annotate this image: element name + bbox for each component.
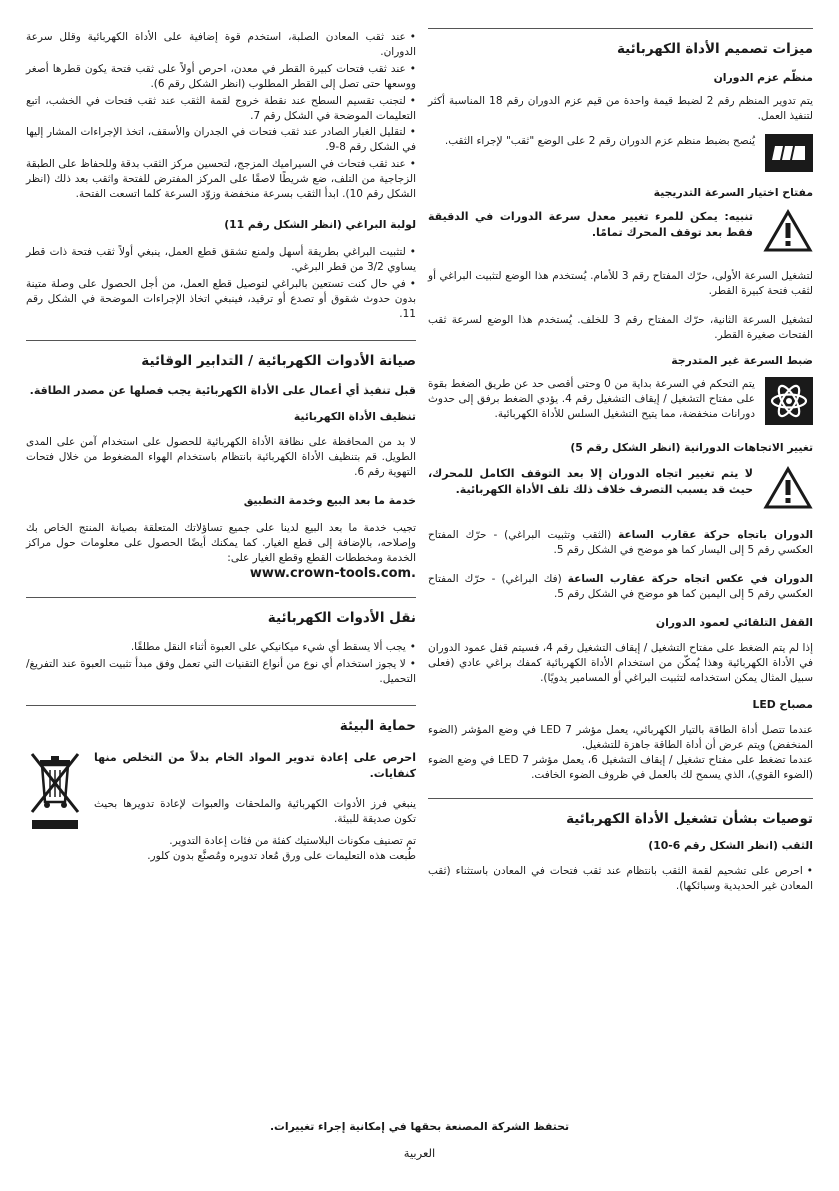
gear-second-text: لتشغيل السرعة الثانية، حرّك المفتاح رقم 3 للخلف. يُستخدم هذا الوضع لسرعة ثقب الفتحات صغيرة القطر. bbox=[428, 313, 813, 341]
counterclockwise-label: الدوران في عكس اتجاه حركة عقارب الساعة bbox=[567, 573, 813, 586]
drilling-heading: الثقب (انظر الشكل رقم 6-10) bbox=[648, 839, 813, 853]
clockwise-label: الدوران باتجاه حركة عقارب الساعة bbox=[618, 529, 813, 542]
atom-speed-icon bbox=[765, 377, 813, 429]
features-title: ميزات تصميم الأداة الكهربائية bbox=[616, 41, 813, 57]
gear-first-text: لتشغيل السرعة الأولى، حرّك المفتاح رقم 3 للأمام. يُستخدم هذا الوضع لتثبيت البراغي أو لثقب فتحة كبيرة القطر. bbox=[428, 269, 813, 297]
environment-text-block bbox=[94, 750, 416, 828]
environment-text-3: طُبعت هذه التعليمات على ورق مُعاد تدويره ومُصنَّع بدون كلور. bbox=[147, 849, 416, 862]
warning-triangle-icon bbox=[763, 466, 813, 514]
gear-warning-row bbox=[428, 209, 813, 257]
list-item: •عند ثقب فتحات في السيراميك المزجج، لتحسين مركز الثقب بدقة وللحفاظ على الطبقة الزجاجية من التلف، ضع شريطًا لاصقًا على المركز المفترض للفتحة واثقب بعد ذلك (انظر الشكل رقم 10). ابدأ الثقب بسرعة منخفضة وزوّد السرعة كلما اتسعت الفتحة. bbox=[26, 158, 416, 201]
torque-text: يتم تدوير المنظم رقم 2 لضبط قيمة واحدة من قيم عزم الدوران رقم 18 المناسبة أكثر لتنفيذ العمل. bbox=[428, 95, 813, 122]
variable-speed-heading: ضبط السرعة غير المتدرجة bbox=[671, 354, 813, 368]
torque-heading: منظّم عزم الدوران bbox=[713, 71, 813, 84]
reverse-warning: لا يتم تغيير اتجاه الدوران إلا بعد التوقف الكامل للمحرك، حيث قد يسبب التصرف خلاف ذلك تلف الأداة الكهربائية. bbox=[428, 467, 753, 497]
list-item: •لتقليل الغبار الصادر عند ثقب فتحات في الجدران والأسقف، اتخذ الإجراءات المشار إليها في الشكل رقم 8-9. bbox=[26, 126, 416, 154]
drilling-bullet-text: احرص على تشحيم لقمة الثقب بانتظام عند ثقب فتحات في المعادن باستثناء (ثقب المعادن غير الحديدية وسبائكها). bbox=[428, 865, 813, 893]
list-item-text: لتثبيت البراغي بطريقة أسهل ولمنع تشقق قطع العمل، ينبغي أولاً ثقب فتحة ذات قطر يساوي 3/2 من قطر البرغي. bbox=[26, 245, 416, 273]
list-item-text: لا يجوز استخدام أي نوع من أنواع التقنيات التي تعمل وفق مبدأ تثبيت العبوة عند التفريغ/التحميل. bbox=[26, 657, 416, 685]
service-url-link[interactable]: www.crown-tools.com. bbox=[249, 565, 416, 581]
environment-row bbox=[26, 750, 416, 834]
list-item-text: لتجنب تقسيم السطح عند نقطة خروج لقمة الثقب عند ثقب فتحات في الخشب، اتبع التعليمات الموضحة في الشكل رقم 7. bbox=[26, 94, 416, 122]
environment-text-1: ينبغي فرز الأدوات الكهربائية والملحقات والعبوات لإعادة تدويرها بحيث تكون صديقة للبيئة. bbox=[94, 798, 416, 826]
screwing-heading: لولبة البراغي (انظر الشكل رقم 11) bbox=[224, 217, 416, 231]
spindle-lock-text: إذا لم يتم الضغط على مفتاح التشغيل / إيقاف التشغيل رقم 4، فسيتم قفل عمود الدوران في الأداة الكهربائية وهذا يُمكّن من استخدام الأداة الكهربائية كمفك براغي عادي (فعلى سبيل المثال يمكن استخدامه لتثبيت البراغي أو المسامير يدويًا). bbox=[428, 642, 813, 684]
variable-speed-text: يتم التحكم في السرعة بداية من 0 وحتى أقصى حد عن طريق الضغط بقوة على مفتاح التشغيل / إيقاف التشغيل رقم 4. يؤدي الضغط برفق إلى حدوث دورانات منخفضة، مما يتيح التشغيل السلس للأداة الكهربائية. bbox=[428, 378, 755, 421]
maintenance-warning: قبل تنفيذ أي أعمال على الأداة الكهربائية يجب فصلها عن مصدر الطاقة. bbox=[29, 383, 416, 397]
list-item-text: في حال كنت تستعين بالبراغي لتوصيل قطع العمل، من أجل الحصول على وصلة متينة بدون حدوث شقوق أو تصدع أو ترقيد، فينبغي اتخاذ الإجراءات الموضحة في الشكل رقم 11. bbox=[26, 277, 416, 320]
list-item-text: يجب ألا يسقط أي شيء ميكانيكي على العبوة أثناء النقل مطلقًا. bbox=[130, 640, 406, 653]
gear-warning: تنبيه: يمكن للمرء تغيير معدل سرعة الدورات في الدقيقة فقط بعد توقف المحرك تمامًا. bbox=[428, 209, 753, 239]
reverse-warning-row bbox=[428, 466, 813, 514]
list-item-text: عند ثقب فتحات كبيرة القطر في معدن، احرص أولاً على ثقب فتحة يكون قطرها أصغر ووسعها حتى تصل إلى القطر المطلوب (انظر الشكل رقم 6). bbox=[26, 62, 416, 90]
list-item: •لتثبيت البراغي بطريقة أسهل ولمنع تشقق قطع العمل، ينبغي أولاً ثقب فتحة ذات قطر يساوي 3/2 من قطر البرغي. bbox=[26, 245, 416, 273]
clockwise-desc: (الثقب وتثبيت البراغي) - حرّك المفتاح العكسي رقم 5 إلى اليسار كما هو موضح في الشكل رقم 5. bbox=[428, 529, 813, 557]
reverse-heading: تغيير الاتجاهات الدورانية (انظر الشكل رقم 5) bbox=[570, 441, 813, 455]
list-item: •في حال كنت تستعين بالبراغي لتوصيل قطع العمل، من أجل الحصول على وصلة متينة بدون حدوث شقوق أو تصدع أو ترقيد، فينبغي اتخاذ الإجراءات الموضحة في الشكل رقم 11. bbox=[26, 277, 416, 320]
environment-title: حماية البيئة bbox=[339, 717, 416, 734]
transport-title: نقل الأدوات الكهربائية bbox=[267, 609, 416, 626]
counterclockwise-text bbox=[428, 572, 813, 602]
language-label: العربية bbox=[403, 1146, 436, 1160]
cleaning-text: لا بد من المحافظة على نظافة الأداة الكهربائية للحصول على استخدام آمن على المدى الطويل. قم بتنظيف الأداة الكهربائية بانتظام باستخدام الهواء المضغوط من خلال فتحات التهوية رقم 6. bbox=[26, 436, 416, 479]
counterclockwise-desc: (فك البراغي) - حرّك المفتاح العكسي رقم 5 إلى اليمين كما هو موضح في الشكل رقم 5. bbox=[428, 573, 813, 601]
list-item: •عند ثقب فتحات كبيرة القطر في معدن، احرص أولاً على ثقب فتحة يكون قطرها أصغر ووسعها حتى تصل إلى القطر المطلوب (انظر الشكل رقم 6). bbox=[26, 62, 416, 90]
list-item: •لتجنب تقسيم السطح عند نقطة خروج لقمة الثقب عند ثقب فتحات في الخشب، اتبع التعليمات الموضحة في الشكل رقم 7. bbox=[26, 94, 416, 122]
right-column bbox=[428, 28, 813, 896]
environment-text-2: تم تصنيف مكونات البلاستيك كفئة من فئات إعادة التدوير. bbox=[169, 834, 416, 847]
spindle-lock-heading: القفل التلقائي لعمود الدوران bbox=[655, 616, 813, 630]
list-item: •عند ثقب المعادن الصلبة، استخدم قوة إضافية على الأداة الكهربائية وقلل سرعة الدوران. bbox=[26, 31, 416, 58]
led-text-1: عندما تتصل أداة الطاقة بالتيار الكهربائي، يعمل مؤشر LED 7 في وضع المؤشر (الضوء المنخفض) ويتم عرض أن أداة الطاقة جاهزة للتشغيل. bbox=[428, 723, 813, 751]
warning-triangle-icon bbox=[763, 209, 813, 257]
crossed-bin-icon bbox=[26, 750, 84, 834]
variable-speed-row bbox=[428, 377, 813, 429]
service-heading: خدمة ما بعد البيع وخدمة التطبيق bbox=[243, 494, 416, 508]
cleaning-heading: تنظيف الأداة الكهربائية bbox=[293, 410, 416, 424]
drilling-bullet: •احرص على تشحيم لقمة الثقب بانتظام عند ثقب فتحات في المعادن باستثناء (ثقب المعادن غير الحديدية وسبائكها). bbox=[428, 865, 813, 893]
list-item: •لا يجوز استخدام أي نوع من أنواع التقنيات التي تعمل وفق مبدأ تثبيت العبوة عند التفريغ/التحميل. bbox=[26, 657, 416, 685]
list-item: •يجب ألا يسقط أي شيء ميكانيكي على العبوة أثناء النقل مطلقًا. bbox=[130, 640, 416, 653]
led-text-2: عندما تضغط على مفتاح تشغيل / إيقاف التشغيل 6، يعمل مؤشر LED 7 في وضع الضوء (الضوء القوي)، الذي يسمح لك بالعمل في ظروف الضوء الخافت. bbox=[428, 753, 813, 781]
list-item-text: عند ثقب فتحات في السيراميك المزجج، لتحسين مركز الثقب بدقة وللحفاظ على الطبقة الزجاجية من التلف، ضع شريطًا لاصقًا على المركز المفترض للفتحة واثقب بعد ذلك (انظر الشكل رقم 10). ابدأ الثقب بسرعة منخفضة وزوّد السرعة كلما اتسعت الفتحة. bbox=[26, 158, 416, 201]
maintenance-title: صيانة الأدوات الكهربائية / التدابير الوقائية bbox=[141, 352, 416, 369]
clockwise-text bbox=[428, 528, 813, 558]
led-heading: مصباح LED bbox=[752, 697, 813, 711]
drill-mode-icon bbox=[765, 134, 813, 176]
recommendations-title: توصيات بشأن تشغيل الأداة الكهربائية bbox=[566, 811, 813, 828]
rights-note: تحتفظ الشركة المصنعة بحقها في إمكانية إجراء تغييرات. bbox=[269, 1120, 570, 1133]
gear-heading: مفتاح اختيار السرعة التدريجية bbox=[653, 185, 813, 199]
list-item-text: لتقليل الغبار الصادر عند ثقب فتحات في الجدران والأسقف، اتخذ الإجراءات المشار إليها في الشكل رقم 8-9. bbox=[26, 126, 416, 154]
environment-warning: احرص على إعادة تدوير المواد الخام بدلاً من التخلص منها كنفايات. bbox=[94, 750, 416, 780]
torque-note: يُنصح بضبط منظم عزم الدوران رقم 2 على الوضع "ثقب" لإجراء الثقب. bbox=[444, 134, 755, 147]
service-text: تجيب خدمة ما بعد البيع لدينا على جميع تساؤلاتك المتعلقة بصيانة المنتج الخاص بك وإصلاحه، بالإضافة إلى قطع الغيار. كما يمكنك أيضًا الحصول على معلومات حول مراكز الخدمة ومخططات القطع وقطع الغيار على: bbox=[26, 522, 416, 564]
list-item-text: عند ثقب المعادن الصلبة، استخدم قوة إضافية على الأداة الكهربائية وقلل سرعة الدوران. bbox=[26, 31, 416, 58]
left-column bbox=[26, 30, 416, 863]
torque-note-row bbox=[428, 134, 813, 176]
